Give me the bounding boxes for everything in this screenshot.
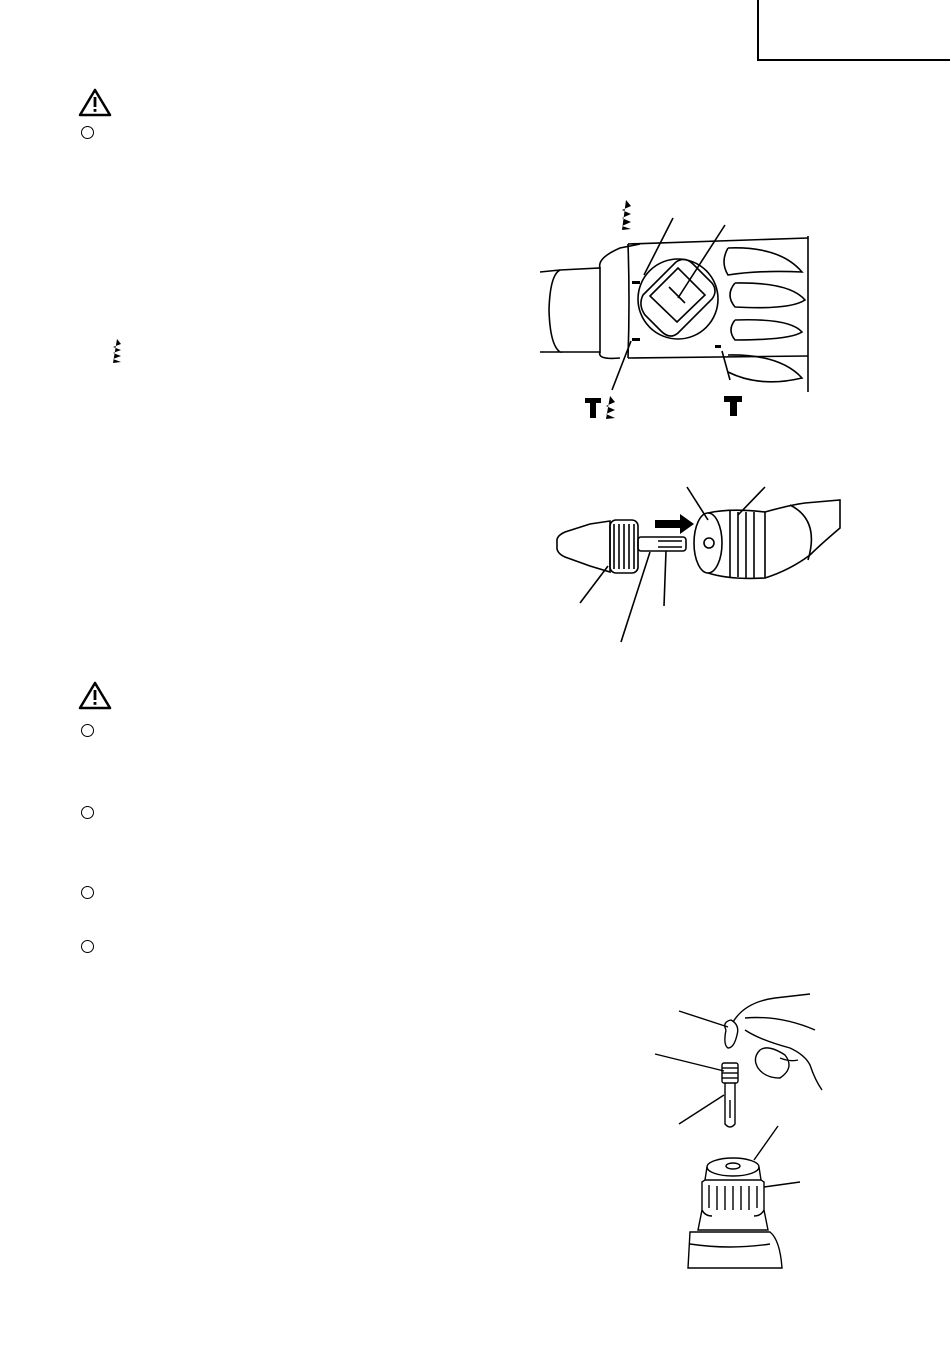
language-tab: [757, 0, 950, 61]
bullet-marker: [81, 126, 94, 139]
bullet-marker: [81, 724, 94, 737]
bullet-marker: [81, 806, 94, 819]
bullet-marker: [81, 886, 94, 899]
drill-only-icon: [622, 200, 631, 230]
drill-only-icon: [110, 338, 124, 364]
mode-selector-figure: [520, 195, 820, 425]
hammer-drill-icon: [585, 396, 615, 419]
warning-triangle-icon: [78, 88, 112, 118]
hammer-only-icon: [724, 396, 742, 416]
chuck-attachment-figure: [550, 480, 850, 650]
bit-grease-figure: [650, 990, 830, 1280]
bullet-marker: [81, 940, 94, 953]
warning-triangle-icon: [78, 681, 112, 711]
insert-arrow-icon: [655, 514, 694, 534]
